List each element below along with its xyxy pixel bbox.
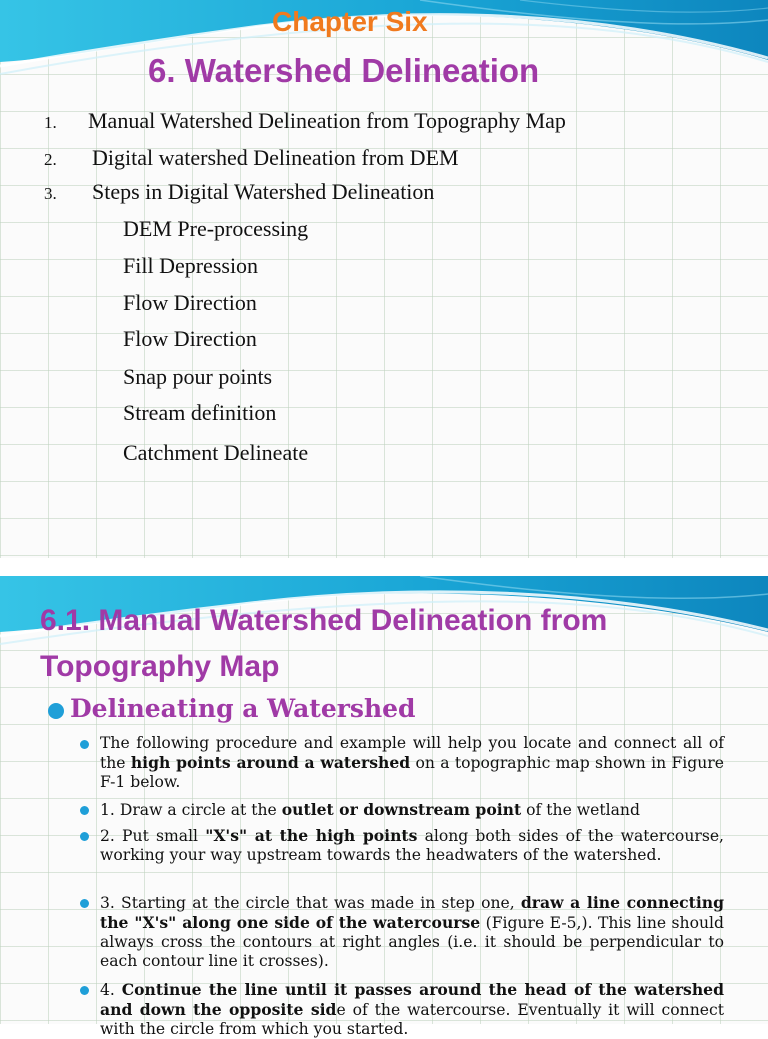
list-item — [44, 108, 566, 134]
list-number: 1. — [44, 113, 57, 132]
list-item — [44, 145, 459, 171]
step-item: Catchment Delineate — [123, 440, 309, 465]
list-item — [80, 734, 724, 792]
bullet-dot-icon — [80, 899, 89, 908]
step-item: Flow Direction — [123, 290, 257, 315]
list-item — [80, 893, 724, 971]
bullet-dot-icon — [80, 806, 89, 815]
slide-2-title-line-1: 6.1. Manual Watershed Delineation from — [40, 604, 608, 637]
step-item: Flow Direction — [123, 326, 257, 351]
slide-2-title-line-2: Topography Map — [40, 650, 280, 683]
bullet-emphasis: high points around a watershed — [130, 753, 411, 772]
bullet-text: on a topographic map shown in Figure F-1 below. — [100, 754, 724, 791]
bullet-text: The following procedure and example will help you locate and connect all of the — [100, 734, 724, 772]
list-item — [44, 179, 434, 205]
bullet-dot-icon — [48, 703, 64, 719]
bullet-text: (Figure E-5,). This line should always cross the contours at right angles (i.e. it should be perpendicular to each contour line it crosses). — [100, 914, 724, 970]
bullet-text: 1. Draw a circle at the — [100, 801, 282, 819]
chapter-label: Chapter Six — [272, 6, 428, 37]
bullet-dot-icon — [80, 986, 89, 995]
slide-gap — [0, 558, 768, 576]
bullet-emphasis: outlet or downstream point — [281, 800, 522, 819]
list-text: Digital watershed Delineation from DEM — [92, 145, 459, 170]
subheading-text: Delineating a Watershed — [70, 694, 416, 723]
bullet-emphasis: "X's" at the high points — [205, 826, 418, 845]
bullet-text: 3. Starting at the circle that was made in step one, — [100, 894, 521, 912]
bullet-emphasis: draw a line connecting the "X's" along one side of the watercourse — [100, 893, 725, 932]
bullet-dot-icon — [80, 740, 89, 749]
bullet-text: e of the watercourse. Eventually it will connect with the circle from which you started. — [100, 1001, 724, 1038]
bullet-text: of the wetland — [521, 801, 640, 819]
bullet-text: 4. — [100, 981, 122, 999]
step-item: Stream definition — [123, 400, 277, 425]
bullet-text: along both sides of the watercourse, working your way upstream towards the headwaters of the watershed. — [100, 827, 725, 864]
list-item — [80, 980, 724, 1039]
step-item: Fill Depression — [123, 253, 259, 278]
step-item: DEM Pre-processing — [123, 216, 309, 241]
list-text: Manual Watershed Delineation from Topography Map — [88, 108, 566, 133]
list-item — [80, 826, 724, 865]
list-number: 3. — [44, 184, 57, 203]
step-item: Snap pour points — [123, 364, 273, 389]
subheading — [48, 694, 416, 723]
list-item — [80, 800, 724, 820]
list-text: Steps in Digital Watershed Delineation — [92, 179, 435, 204]
slide-1-title: 6. Watershed Delineation — [148, 52, 540, 89]
bullet-text: 2. Put small — [100, 827, 206, 845]
bullet-dot-icon — [80, 832, 89, 841]
list-number: 2. — [44, 150, 57, 169]
bullet-emphasis: Continue the line until it passes around the head of the watershed and down the opposite sid — [100, 980, 724, 1019]
